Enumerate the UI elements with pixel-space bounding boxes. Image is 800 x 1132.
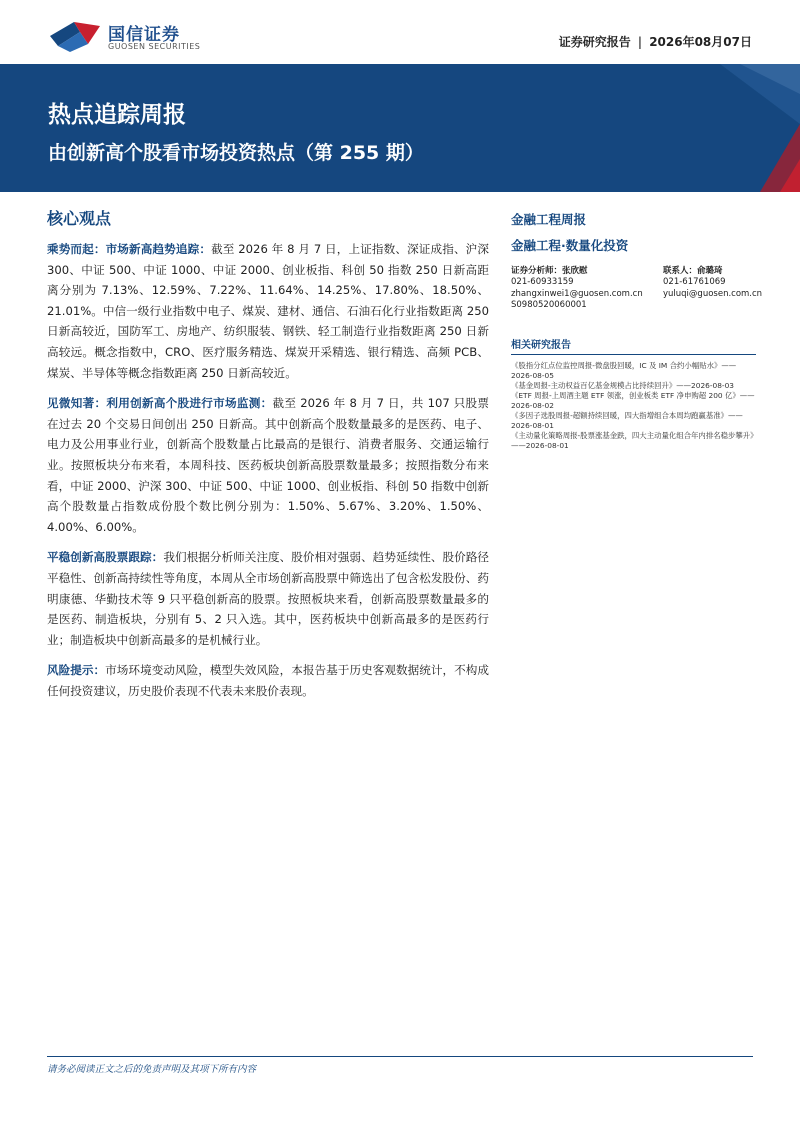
contact-phone: 021-61761069 <box>663 277 726 288</box>
report-date: 2026年08月07日 <box>649 35 752 49</box>
logo-text-en: GUOSEN SECURITIES <box>108 42 201 51</box>
related-reports-title: 相关研究报告 <box>511 336 756 355</box>
footer-disclaimer: 请务必阅读正文之后的免责声明及其项下所有内容 <box>47 1064 257 1075</box>
contact-info <box>663 266 763 300</box>
contact-email[interactable]: yuluqi@guosen.com.cn <box>663 288 763 299</box>
report-title: 热点追踪周报 <box>48 102 186 128</box>
paragraph-lead: 乘势而起：市场新高趋势追踪： <box>47 242 212 256</box>
core-views-title: 核心观点 <box>47 209 112 228</box>
report-subcategory: 金融工程·数量化投资 <box>511 238 629 253</box>
report-subtitle: 由创新高个股看市场投资热点（第 255 期） <box>48 142 424 164</box>
core-paragraph-stable <box>47 547 489 650</box>
report-meta <box>559 33 752 50</box>
paragraph-text: 截至 2026 年 8 月 7 日，上证指数、深证成指、沪深 300、中证 500、中证 1000、中证 2000、创业板指、科创 50 指数 250 日新高距离分别为 7.13%、12.59%、7.22%、11.64%、14.25%、17.80%、18.50%、21.01%。中信一级行业指数中电子、煤炭、建材、通信、石油石化行业指数距离 250 日新高较近，国防军工、房地产、纺织服装、钢铁、轻工制造行业指数距离 250 日新高较远。概念指数中，CRO、医疗服务精选、煤炭开采精选、银行精选、高频 PCB、煤炭、半导体等概念指数距离 250 日新高较近。 <box>47 242 489 380</box>
paragraph-text: 我们根据分析师关注度、股价相对强弱、趋势延续性、股价路径平稳性、创新高持续性等角度，本周从全市场创新高股票中筛选出了包含松发股份、药明康德、华勤技术等 9 只平稳创新高的股票。按照板块来看，创新高股票数量最多的是医药、制造板块，分别有 5、2 只入选。其中，医药板块中创新高最多的是医药行业；制造板块中创新高最多的是机械行业。 <box>47 550 489 647</box>
contacts-block <box>511 266 763 324</box>
core-paragraph-monitor <box>47 393 489 537</box>
core-paragraph-risk <box>47 660 489 701</box>
analyst-label: 证券分析师：张欣慰 <box>511 266 588 276</box>
paragraph-text: 市场环境变动风险，模型失效风险，本报告基于历史客观数据统计，不构成任何投资建议，历史股价表现不代表未来股价表现。 <box>47 663 489 698</box>
logo-mark-icon <box>48 18 104 54</box>
banner-decoration <box>680 64 800 192</box>
core-paragraph-trend <box>47 239 489 383</box>
sidebar <box>511 210 763 451</box>
analyst-phone: 021-60933159 <box>511 277 574 288</box>
related-report-item[interactable]: 《多因子选股周报-超额持续回暖，四大指增组合本周均跑赢基准》——2026-08-01 <box>511 411 743 430</box>
footer-divider <box>47 1056 753 1057</box>
core-views-section <box>47 206 489 711</box>
paragraph-lead: 平稳创新高股票跟踪： <box>47 550 164 565</box>
analyst-email[interactable]: zhangxinwei1@guosen.com.cn <box>511 288 643 299</box>
related-report-item[interactable]: 《股指分红点位监控周报-微盘股回暖，IC 及 IM 合约小幅贴水》——2026-08-05 <box>511 361 737 380</box>
report-type: 证券研究报告 <box>558 35 631 49</box>
analyst-info <box>511 266 661 312</box>
title-banner <box>0 64 800 192</box>
analyst-cert: S0980520060001 <box>511 300 587 311</box>
company-logo <box>48 18 208 58</box>
related-report-item[interactable]: 《主动量化策略周报-股票涨基金跌，四大主动量化组合年内排名稳步攀升》——2026-08-01 <box>511 431 754 450</box>
meta-separator: | <box>637 35 643 49</box>
top-header <box>0 0 800 64</box>
logo-text-cn: 国信证券 <box>108 25 180 45</box>
contact-label: 联系人：俞璐琦 <box>663 266 723 276</box>
paragraph-text: 截至 2026 年 8 月 7 日，共 107 只股票在过去 20 个交易日间创出 250 日新高。其中创新高个股数量最多的是医药、电子、电力及公用事业行业，创新高个股数量占比最高的是银行、消费者服务、交通运输行业。按照板块分布来看，本周科技、医药板块创新高股票数量最多；按照指数分布来看，中证 2000、沪深 300、中证 500、中证 1000、创业板指、科创 50 指数中创新高个股数量占指数成份股个数比例分别为：1.50%、5.67%、3.20%、1.50%、4.00%、6.00%。 <box>47 396 489 534</box>
related-report-item[interactable]: 《ETF 周报-上周酒主题 ETF 领涨，创业板类 ETF 净申购超 200 亿》——2026-08-02 <box>511 391 755 410</box>
report-category: 金融工程周报 <box>511 212 587 227</box>
paragraph-lead: 风险提示： <box>47 663 106 678</box>
related-report-item[interactable]: 《基金周报-主动权益百亿基金规模占比持续回升》——2026-08-03 <box>511 381 734 390</box>
paragraph-lead: 见微知著：利用创新高个股进行市场监测： <box>47 396 273 411</box>
related-reports-list <box>511 361 756 451</box>
